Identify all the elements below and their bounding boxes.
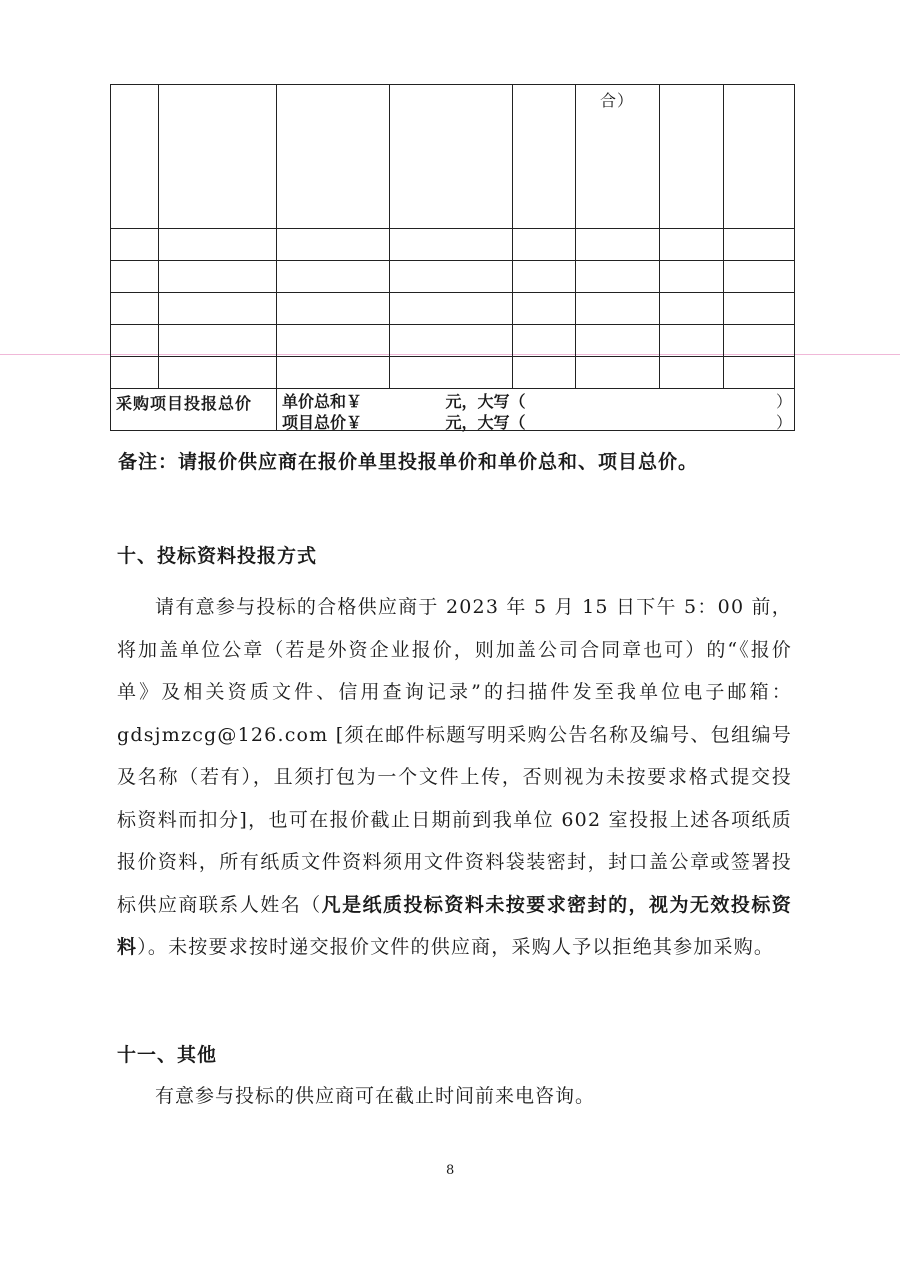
section-10-heading: 十、投标资料投报方式 [117, 545, 318, 567]
unit-total-close-paren: ） [776, 392, 793, 411]
project-total-line: 项目总价￥ 元，大写（ [282, 413, 526, 432]
section-11-heading: 十一、其他 [117, 1044, 218, 1066]
page-number: 8 [446, 1163, 455, 1178]
section-10-paragraph [117, 586, 792, 969]
header-fragment: 合） [600, 91, 635, 110]
section-10-text-a: 请有意参与投标的合格供应商于 2023 年 5 月 15 日下午 5：00 前，将加盖单位公章（若是外资企业报价，则加盖公司合同章也可）的“《报价单》及相关资质文件、信用查询记录”的扫描件发至我单位电子邮箱：gdsjmzcg@126.com [须在邮件标题写明采购公告名称及编号、包组编号及名称（若有），且须打包为一个文件上传，否则视为未按要求格式提交投标资料而扣分]，也可在报价截止日期前到我单位 602 室投报上述各项纸质报价资料，所有纸质文件资料须用文件资料袋装密封，封口盖公章或签署投标供应商联系人姓名（ [117, 596, 792, 916]
scan-artifact-line [0, 354, 900, 355]
section-10-text-bold: 凡是纸质投标资料未按要求密封的，视为无效投标资料 [117, 893, 792, 958]
project-total-close-paren: ） [776, 413, 793, 432]
section-11-text: 有意参与投标的供应商可在截止时间前来电咨询。 [155, 1085, 596, 1107]
note: 备注：请报价供应商在报价单里投报单价和单价总和、项目总价。 [118, 451, 699, 473]
total-price-label: 采购项目投报总价 [116, 394, 253, 413]
unit-total-line: 单价总和￥ 元，大写（ [282, 392, 526, 411]
section-10-text-b: ）。未按要求按时递交报价文件的供应商，采购人予以拒绝其参加采购。 [137, 936, 775, 958]
